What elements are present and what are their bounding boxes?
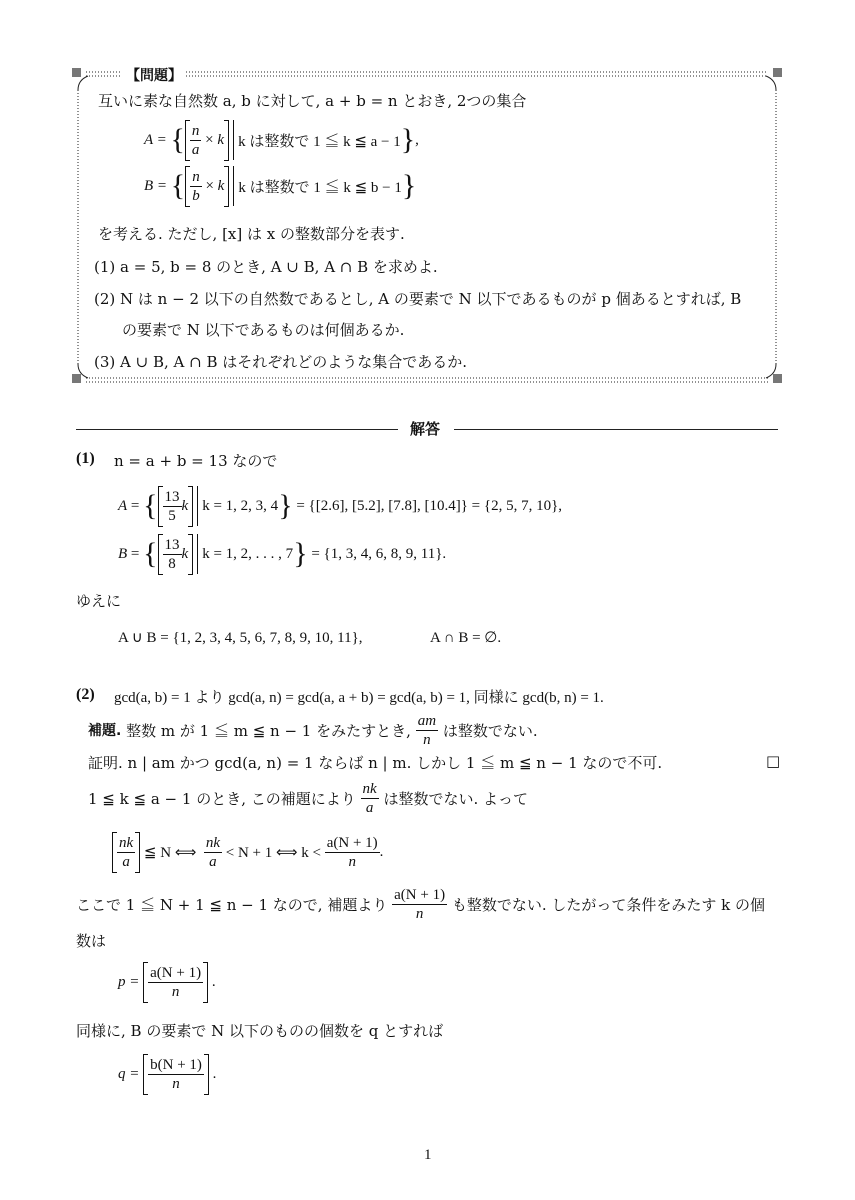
part2-here: ここで 1 ≦ N + 1 ≦ n − 1 なので, 補題より $\frac{a(N + 1)}{n}$ も整数でない. したがって条件をみたす k の個 [76,886,766,922]
part2-equivalence: $\frac{nk}{a}$ ≦ N ⟺ $\frac{nk}{a}$ < N + 1 ⟺ k < $\frac{a(N + 1)}{n}$ . [112,828,383,876]
proof: 証明. n | am かつ gcd(a, n) = 1 ならば n | m. しかし 1 ≦ m ≦ n − 1 なので不可. [88,754,663,772]
answer-rule-right [454,429,778,430]
problem-intro: 互いに素な自然数 a, b に対して, a + b = n とおき, 2つの集合 [98,92,527,110]
part1-label: (1) [76,450,95,467]
problem-header: 【問題】 [126,68,182,84]
part1-set-a: A = { $\frac{13}{5}$ k k = 1, 2, 3, 4 } = {[2.6], [5.2], [7.8], [10.4]} = {2, 5, 7, 10}, [118,482,562,530]
part2-here-line2: 数は [76,932,107,950]
part1-set-b: B = { $\frac{13}{8}$ k k = 1, 2, . . . , 7 } = {1, 3, 4, 6, 8, 9, 11}. [118,530,446,578]
question-2-line2: の要素で N 以下であるものは何個あるか. [122,321,405,339]
part2-intro: gcd(a, b) = 1 より gcd(a, n) = gcd(a, a + b) = gcd(a, b) = 1, 同様に gcd(b, n) = 1. [114,690,604,706]
answer-heading: 解答 [410,420,441,438]
p-formula: p = $\frac{a(N + 1)}{n}$ . [118,958,216,1006]
set-a-definition: A = { $\frac{n}{a}$ × k k は整数で 1 ≦ k ≦ a − 1 } , [144,118,419,162]
part2-step: 1 ≦ k ≦ a − 1 のとき, この補題により $\frac{nk}{a}$ は整数でない. よって [88,780,529,816]
q-formula: q = $\frac{b(N + 1)}{n}$ . [118,1050,216,1098]
question-2-line1: (2) N は n − 2 以下の自然数であるとし, A の要素で N 以下であるものが p 個あるとすれば, B [94,290,742,308]
qed-symbol: □ [766,752,781,770]
lemma: 補題. 整数 m が 1 ≦ m ≦ n − 1 をみたすとき, $\frac{am}{n}$ は整数でない. [88,712,538,748]
question-3: (3) A ∪ B, A ∩ B はそれぞれどのような集合であるか. [94,353,468,371]
problem-consider: を考える. ただし, [x] は x の整数部分を表す. [98,225,405,243]
set-b-definition: B = { $\frac{n}{b}$ × k k は整数で 1 ≦ k ≦ b − 1 } [144,164,416,208]
part1-intro: n = a + b = 13 なので [114,452,278,470]
similarly: 同様に, B の要素で N 以下のものの個数を q とすれば [76,1022,444,1040]
part2-label: (2) [76,686,95,703]
question-1: (1) a = 5, b = 8 のとき, A ∪ B, A ∩ B を求めよ. [94,258,438,276]
part1-union: A ∪ B = {1, 2, 3, 4, 5, 6, 7, 8, 9, 10, 11}, [118,630,363,646]
part1-intersect: A ∩ B = ∅. [430,630,502,646]
part1-therefore: ゆえに [76,592,122,610]
answer-rule-left [76,429,398,430]
page-number: 1 [424,1147,432,1163]
